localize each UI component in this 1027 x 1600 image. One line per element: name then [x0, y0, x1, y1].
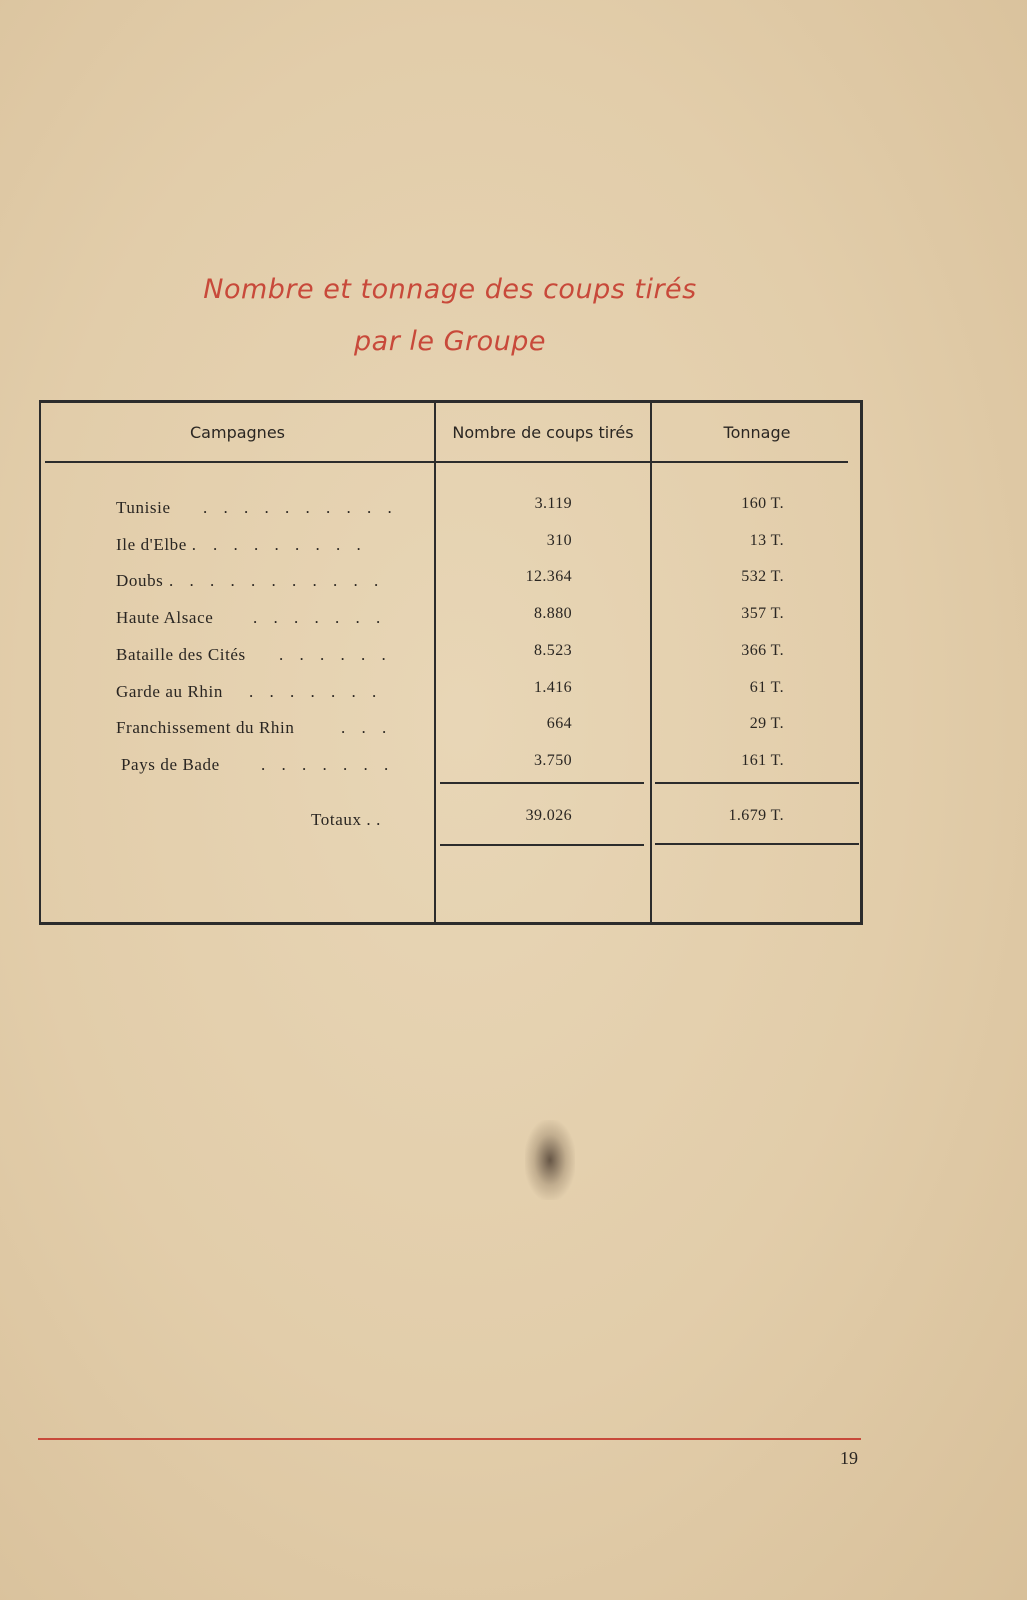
- totals-divider-tonnage: [655, 782, 859, 784]
- tonnage-value: 161 T.: [741, 751, 784, 769]
- shots-value: 3.119: [534, 495, 572, 512]
- leader-dots: . . .: [341, 718, 393, 738]
- campaign-name: Ile d'Elbe .: [116, 534, 197, 554]
- page-title-line-1: Nombre et tonnage des coups tirés: [203, 274, 697, 305]
- page-number: 19: [840, 1448, 858, 1468]
- totals-shots: 39.026: [525, 807, 572, 824]
- column-divider-2: [650, 403, 652, 922]
- campaign-name: Bataille des Cités: [116, 644, 246, 664]
- leader-dots: . . . . . . . . . . .: [169, 571, 385, 591]
- campaign-name: Tunisie: [116, 498, 171, 517]
- leader-dots: . . . . . . .: [253, 608, 387, 628]
- tonnage-value: 532 T.: [741, 568, 784, 586]
- footer-rule: [38, 1438, 861, 1440]
- totals-tonnage: 1.679 T.: [728, 807, 784, 824]
- leader-dots: . . . . . . . .: [213, 534, 367, 554]
- bottom-divider-shots: [440, 844, 644, 846]
- shots-table: [39, 400, 863, 925]
- bottom-divider-tonnage: [655, 843, 859, 845]
- header-shots: Nombre de coups tirés: [452, 423, 634, 442]
- tonnage-value: 13 T.: [749, 531, 784, 549]
- shots-value: 1.416: [534, 678, 572, 696]
- header-divider: [45, 461, 848, 463]
- header-campaigns: Campagnes: [190, 423, 285, 442]
- shots-value: 310: [546, 531, 572, 549]
- page-title-line-2: par le Groupe: [354, 326, 546, 357]
- tonnage-value: 357 T.: [741, 605, 784, 623]
- shots-value: 3.750: [534, 751, 572, 769]
- campaign-name: Doubs: [116, 571, 164, 591]
- header-tonnage: Tonnage: [723, 423, 791, 442]
- shots-value: 664: [546, 715, 572, 733]
- totals-divider-shots: [440, 782, 644, 784]
- shots-value: 8.523: [534, 641, 572, 659]
- totals-label: Totaux . .: [311, 810, 381, 829]
- tonnage-value: 366 T.: [741, 641, 784, 659]
- column-divider-1: [434, 403, 436, 922]
- campaign-name: Franchissement du Rhin: [116, 718, 295, 738]
- shots-value: 12.364: [525, 568, 572, 586]
- shots-value: 8.880: [534, 605, 572, 623]
- leader-dots: . . . . . . .: [249, 681, 383, 701]
- campaign-name: Haute Alsace: [116, 608, 214, 628]
- tonnage-value: 29 T.: [749, 715, 784, 733]
- leader-dots: . . . . . . . . . .: [203, 498, 398, 517]
- leader-dots: . . . . . . .: [261, 754, 395, 774]
- leader-dots: . . . . . .: [279, 644, 392, 664]
- tonnage-value: 160 T.: [741, 495, 784, 512]
- ink-stain: [525, 1120, 575, 1200]
- campaign-name: Garde au Rhin: [116, 681, 223, 701]
- campaign-name: Pays de Bade: [121, 754, 220, 774]
- tonnage-value: 61 T.: [749, 678, 784, 696]
